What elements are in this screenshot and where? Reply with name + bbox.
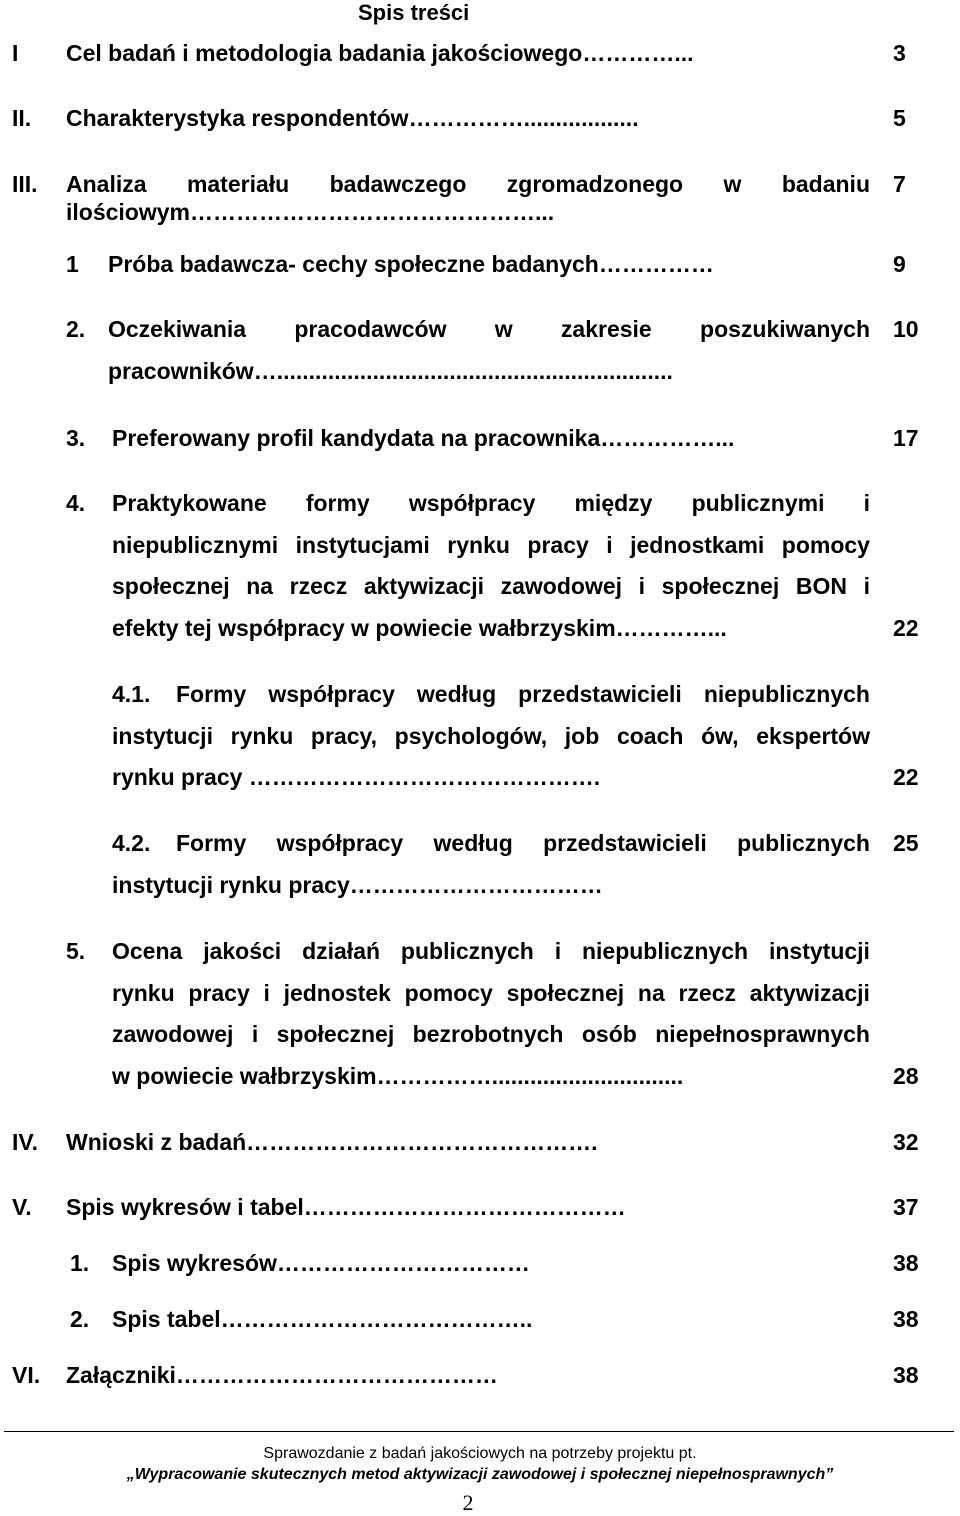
toc-text-line: niepublicznymi instytucjami rynku pracy i jednostkami pomocy [112,532,870,558]
toc-label: 4. [66,490,86,516]
toc-label: VI. [12,1362,41,1388]
toc-text: Spis wykresów…………………………… [112,1250,530,1276]
toc-page: 9 [893,251,906,277]
toc-text-line: rynku pracy i jednostek pomocy społecznej na rzecz aktywizacji [112,980,870,1006]
toc-text-line: rynku pracy ………………………………………. [112,764,601,790]
toc-text: Spis wykresów i tabel…………………………………… [66,1194,626,1220]
toc-page: 32 [893,1129,919,1155]
toc-page: 25 [893,830,919,856]
toc-label: 2. [66,316,86,342]
toc-page: 7 [893,171,906,197]
toc-label: 2. [70,1306,90,1332]
toc-label: 1. [70,1250,90,1276]
toc-page: 22 [893,764,919,790]
toc-label: I [12,40,19,66]
toc-text-line: w powiecie wałbrzyskim…………….............................. [112,1063,684,1089]
toc-text-line: instytucji rynku pracy…………………………… [112,872,603,898]
footer-divider [4,1431,954,1432]
toc-page: 17 [893,425,919,451]
toc-page: 37 [893,1194,919,1220]
toc-label: III. [12,171,38,197]
toc-text: Wnioski z badań………………………………………. [66,1129,598,1155]
toc-page: 22 [893,615,919,641]
footer-line-1: Sprawozdanie z badań jakościowych na potrzeby projektu pt. [263,1445,697,1462]
toc-text-line: zawodowej i społecznej bezrobotnych osób niepełnosprawnych [112,1021,870,1047]
footer-line-2: „Wypracowanie skutecznych metod aktywizacji zawodowej i społecznej niepełnosprawnych” [126,1466,834,1483]
toc-page: 10 [893,316,919,342]
toc-text-line: Oczekiwania pracodawców w zakresie poszukiwanych [108,316,870,342]
page-number: 2 [462,1490,474,1515]
toc-text: Załączniki…………………………………… [66,1362,498,1388]
toc-label: 1 [66,251,79,277]
toc-text: Spis tabel………………………………….. [112,1306,533,1332]
toc-text: Próba badawcza- cechy społeczne badanych…………… [108,251,714,277]
toc-text-line: efekty tej współpracy w powiecie wałbrzyskim…………... [112,615,727,641]
toc-text: Cel badań i metodologia badania jakościowego…………... [66,40,694,66]
toc-label: 4.1. [112,681,151,707]
toc-page: 3 [893,40,906,66]
toc-page: 38 [893,1306,919,1332]
toc-text: Preferowany profil kandydata na pracownika……………... [112,425,735,451]
toc-label: 3. [66,425,86,451]
toc-label: V. [12,1194,32,1220]
toc-text: Charakterystyka respondentów…………….................. [66,105,639,131]
toc-text-line: Praktykowane formy współpracy między publicznymi i [112,490,870,516]
toc-text-line: społecznej na rzecz aktywizacji zawodowej i społecznej BON i [112,573,870,599]
toc-text-line: instytucji rynku pracy, psychologów, job coach ów, ekspertów [112,723,870,749]
toc-text-line: Ocena jakości działań publicznych i niepublicznych instytucji [112,938,870,964]
toc-label: II. [12,105,32,131]
toc-page: 38 [893,1250,919,1276]
toc-text-line: pracowników….............................................................. [108,358,673,384]
toc-page: 28 [893,1063,919,1089]
toc-label: 5. [66,938,86,964]
toc-text-line: ilościowym………………………………………... [66,199,555,225]
toc-page: 5 [893,105,906,131]
toc-label: 4.2. [112,830,151,856]
toc-text-line: Analiza materiału badawczego zgromadzonego w badaniu [66,171,870,197]
toc-label: IV. [12,1129,39,1155]
toc-page: 38 [893,1362,919,1388]
toc-text-line: Formy współpracy według przedstawicieli publicznych [176,830,870,856]
toc-title: Spis treści [358,0,470,25]
toc-text-line: Formy współpracy według przedstawicieli niepublicznych [176,681,870,707]
